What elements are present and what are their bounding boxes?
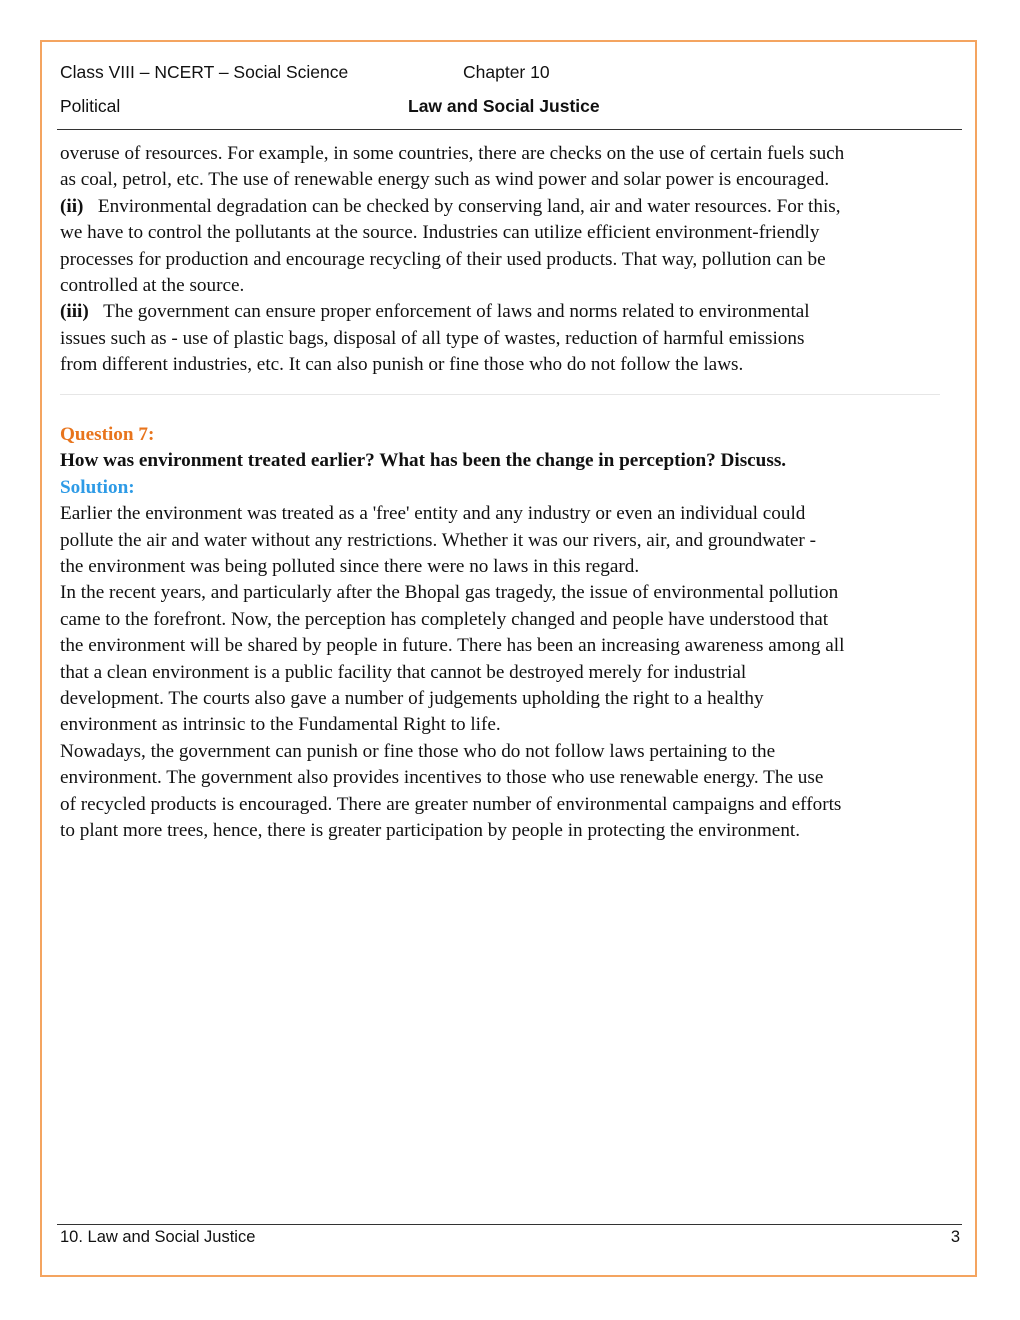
- header-chapter: Chapter 10: [463, 62, 550, 82]
- text-line: from different industries, etc. It can also punish or fine those who do not follow the laws.: [60, 354, 744, 376]
- solution-line: development. The courts also gave a number of judgements upholding the right to a healthy: [60, 688, 764, 710]
- solution-line: to plant more trees, hence, there is greater participation by people in protecting the environment.: [60, 820, 801, 842]
- footer: [60, 1228, 960, 1247]
- question-block: [60, 422, 965, 845]
- solution-line: pollute the air and water without any restrictions. Whether it was our rivers, air, and groundwater -: [60, 529, 817, 551]
- solution-label: Solution:: [60, 476, 135, 498]
- point-iii-label: (iii): [60, 301, 89, 323]
- footer-rule: [57, 1224, 962, 1225]
- text-line: we have to control the pollutants at the source. Industries can utilize efficient environment-friendly: [60, 222, 820, 244]
- point-ii-text: Environmental degradation can be checked by conserving land, air and water resources. For this,: [97, 195, 841, 217]
- question-text: How was environment treated earlier? What has been the change in perception? Discuss.: [60, 450, 787, 472]
- header-rule: [57, 129, 962, 130]
- text-line: as coal, petrol, etc. The use of renewable energy such as wind power and solar power is encouraged.: [60, 169, 830, 191]
- text-line: controlled at the source.: [60, 275, 245, 297]
- solution-line: In the recent years, and particularly after the Bhopal gas tragedy, the issue of environmental pollution: [60, 582, 839, 604]
- solution-line: environment. The government also provides incentives to those who use renewable energy. The use: [60, 767, 824, 789]
- solution-line: the environment will be shared by people in future. There has been an increasing awareness among all: [60, 635, 845, 657]
- text-line: processes for production and encourage recycling of their used products. That way, pollution can be: [60, 248, 826, 270]
- point-ii: [60, 194, 965, 220]
- point-ii-label: (ii): [60, 195, 84, 217]
- solution-line: Nowadays, the government can punish or fine those who do not follow laws pertaining to the: [60, 740, 776, 762]
- text-line: overuse of resources. For example, in some countries, there are checks on the use of certain fuels such: [60, 143, 845, 164]
- continuation-block: [60, 141, 965, 379]
- question-label: Question 7:: [60, 424, 155, 445]
- header-class-line: Class VIII – NCERT – Social Science: [60, 62, 349, 82]
- header-subject: Political: [60, 96, 121, 116]
- solution-line: that a clean environment is a public facility that cannot be destroyed merely for industrial: [60, 661, 747, 683]
- footer-chapter-name: 10. Law and Social Justice: [60, 1228, 256, 1246]
- text-line: issues such as - use of plastic bags, disposal of all type of wastes, reduction of harmful emissions: [60, 327, 805, 349]
- point-iii-text: The government can ensure proper enforcement of laws and norms related to environmental: [103, 301, 810, 323]
- page-number: 3: [950, 1228, 960, 1246]
- header-title: Law and Social Justice: [408, 96, 600, 116]
- solution-line: of recycled products is encouraged. There are greater number of environmental campaigns and efforts: [60, 793, 842, 815]
- solution-line: the environment was being polluted since there were no laws in this regard.: [60, 556, 640, 578]
- solution-line: came to the forefront. Now, the perception has completely changed and people have understood that: [60, 608, 829, 630]
- section-divider: [60, 394, 940, 395]
- point-iii: [60, 299, 965, 325]
- solution-line: Earlier the environment was treated as a 'free' entity and any industry or even an individual could: [60, 503, 806, 525]
- solution-line: environment as intrinsic to the Fundamental Right to life.: [60, 714, 501, 736]
